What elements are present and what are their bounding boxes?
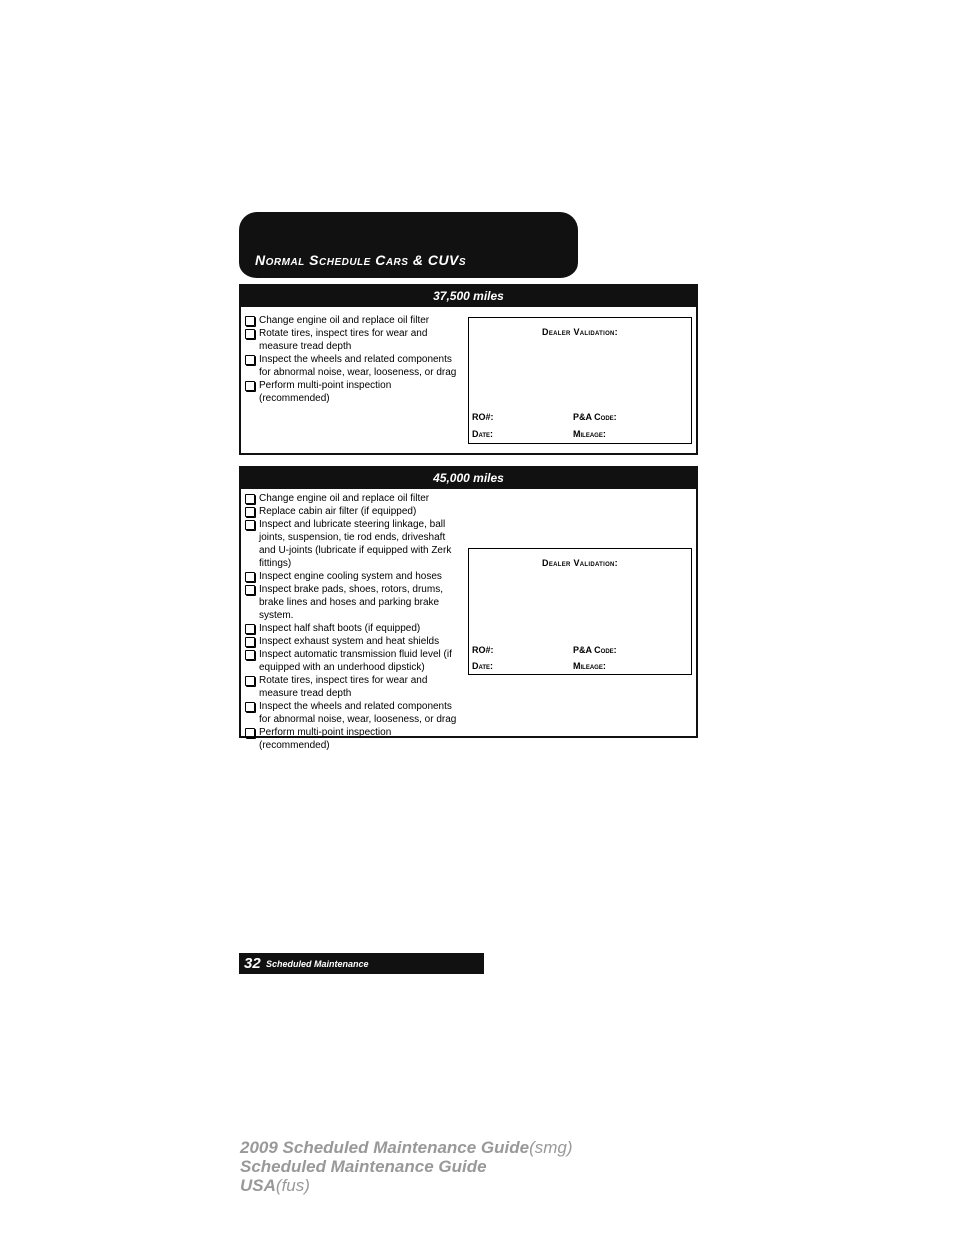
task-item: Inspect the wheels and related components for abnormal noise, wear, looseness, or drag xyxy=(245,353,457,379)
section-37500 xyxy=(239,284,698,455)
guide-line-2 xyxy=(240,1157,487,1176)
checkbox-icon[interactable] xyxy=(245,316,255,326)
guide-region-code: (fus) xyxy=(275,1176,310,1195)
mileage-label: Mileage: xyxy=(573,429,606,439)
guide-line-1 xyxy=(240,1138,573,1157)
section-heading: 37,500 miles xyxy=(241,286,696,307)
checkbox-icon[interactable] xyxy=(245,585,255,595)
ro-label: RO#: xyxy=(472,412,494,422)
mileage-label: Mileage: xyxy=(573,661,606,671)
checkbox-icon[interactable] xyxy=(245,637,255,647)
dealer-validation-box xyxy=(468,317,692,444)
header-tab xyxy=(239,212,578,281)
checkbox-icon[interactable] xyxy=(245,507,255,517)
checkbox-icon[interactable] xyxy=(245,329,255,339)
ro-label: RO#: xyxy=(472,645,494,655)
section-heading: 45,000 miles xyxy=(241,468,696,489)
task-item: Inspect exhaust system and heat shields xyxy=(245,635,457,648)
checkbox-icon[interactable] xyxy=(245,728,255,738)
date-label: Date: xyxy=(472,429,494,439)
checkbox-icon[interactable] xyxy=(245,624,255,634)
checkbox-icon[interactable] xyxy=(245,650,255,660)
checkbox-icon[interactable] xyxy=(245,494,255,504)
guide-subtitle: Scheduled Maintenance Guide xyxy=(240,1157,487,1176)
task-item: Rotate tires, inspect tires for wear and measure tread depth xyxy=(245,674,457,700)
task-item: Inspect and lubricate steering linkage, ball joints, suspension, tie rod ends, driveshaft and U-joints (lubricate if equipped with Zerk fittings) xyxy=(245,518,457,570)
task-item: Change engine oil and replace oil filter xyxy=(245,492,457,505)
task-item: Inspect half shaft boots (if equipped) xyxy=(245,622,457,635)
checkbox-icon[interactable] xyxy=(245,676,255,686)
checkbox-icon[interactable] xyxy=(245,355,255,365)
guide-title: 2009 Scheduled Maintenance Guide xyxy=(240,1138,530,1157)
section-45000 xyxy=(239,466,698,751)
date-label: Date: xyxy=(472,661,494,671)
dealer-validation-box xyxy=(468,548,692,675)
dealer-validation-title: Dealer Validation: xyxy=(542,327,618,337)
guide-region: USA xyxy=(240,1176,276,1195)
page-number: 32 xyxy=(244,955,261,972)
task-item: Replace cabin air filter (if equipped) xyxy=(245,505,457,518)
checkbox-icon[interactable] xyxy=(245,381,255,391)
checkbox-icon[interactable] xyxy=(245,702,255,712)
dealer-validation-title: Dealer Validation: xyxy=(542,558,618,568)
guide-line-3 xyxy=(240,1176,310,1195)
task-item: Inspect automatic transmission fluid level (if equipped with an underhood dipstick) xyxy=(245,648,457,674)
task-item: Inspect brake pads, shoes, rotors, drums, brake lines and hoses and parking brake system. xyxy=(245,583,457,622)
page-title: Normal Schedule Cars & CUVs xyxy=(255,252,467,268)
task-item: Perform multi-point inspection (recommended) xyxy=(245,726,457,752)
checkbox-icon[interactable] xyxy=(245,520,255,530)
guide-code: (smg) xyxy=(529,1138,573,1157)
task-item: Inspect the wheels and related components for abnormal noise, wear, looseness, or drag xyxy=(245,700,457,726)
task-item: Inspect engine cooling system and hoses xyxy=(245,570,457,583)
pa-code-label: P&A Code: xyxy=(573,645,617,655)
checkbox-icon[interactable] xyxy=(245,572,255,582)
task-list xyxy=(245,314,457,405)
footer-label: Scheduled Maintenance xyxy=(266,959,369,969)
task-item: Perform multi-point inspection (recommended) xyxy=(245,379,457,405)
task-item: Rotate tires, inspect tires for wear and measure tread depth xyxy=(245,327,457,353)
task-item: Change engine oil and replace oil filter xyxy=(245,314,457,327)
pa-code-label: P&A Code: xyxy=(573,412,617,422)
task-list xyxy=(245,492,457,752)
